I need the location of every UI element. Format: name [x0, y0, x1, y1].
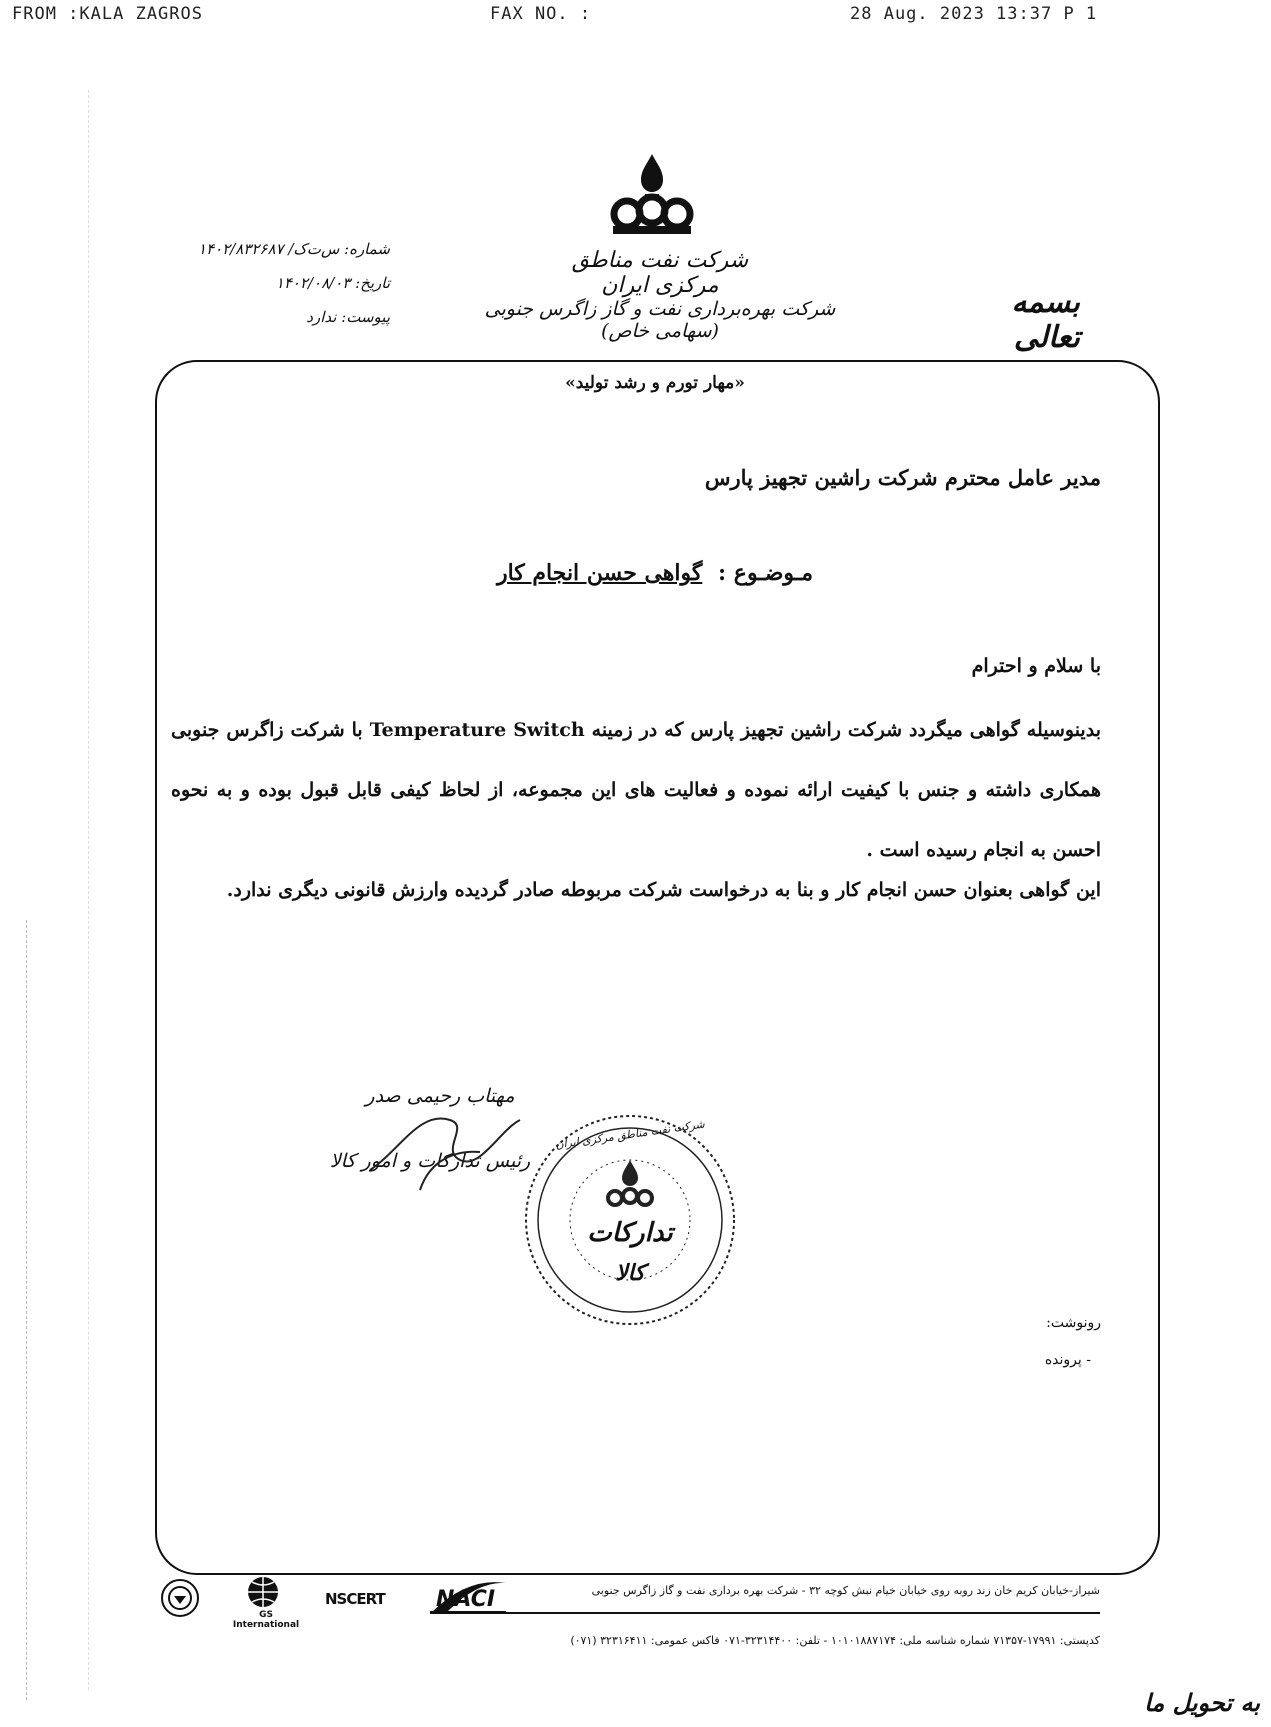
letter-attachment: پیوست: ندارد — [306, 308, 390, 326]
footer-address: شیراز-خیابان کریم خان زند روبه روی خیابان خیام نبش کوچه ۳۲ - شرکت بهره برداری نفت و گاز زاگرس جنوبی — [591, 1584, 1100, 1597]
nioc-logo-icon — [607, 150, 697, 240]
subject-label: مـوضـوع : — [718, 560, 814, 586]
letter-number: شماره: س‌ت‌ک/ ۱۴۰۲/۸۳۲۶۸۷ — [197, 240, 390, 258]
gs-logo-text: GS International — [232, 1610, 300, 1630]
signature-icon — [360, 1090, 530, 1200]
fax-number: FAX NO. : — [490, 4, 592, 24]
letter-frame — [155, 360, 1160, 1575]
footer-contact: کدپستی: ۱۷۹۹۱-۷۱۳۵۷ شماره شناسه ملی: ۱۰۱۰۱۸۸۷۱۷۴ - تلفن: ۳۲۳۱۴۴۰۰-۰۷۱ فاکس عمومی: ۳۲۳۱۶۴۱۱ (۰۷۱) — [570, 1634, 1100, 1647]
nscert-logo: NSCERT — [325, 1590, 385, 1608]
signer-name: مهتاب رحیمی صدر — [365, 1085, 515, 1107]
scan-artifact-line — [26, 920, 28, 1700]
signer-title: رئیس تدارکات و امور کالا — [329, 1150, 531, 1172]
subject-line — [470, 560, 840, 586]
subject-text: گواهی حسن انجام کار — [496, 560, 703, 586]
body-paragraph-2: این گواهی بعنوان حسن انجام کار و بنا به درخواست شرکت مربوطه صادر گردیده وارزش قانونی دیگری ندارد. — [226, 879, 1101, 901]
fax-datetime: 28 Aug. 2023 13:37 P 1 — [850, 4, 1098, 24]
letter-date: تاریخ: ۱۴۰۲/۰۸/۰۳ — [275, 274, 390, 292]
scan-artifact-line — [88, 90, 90, 1690]
company-name: شرکت بهره‌برداری نفت و گاز زاگرس جنوبی (سهامی خاص) — [484, 298, 836, 342]
naci-logo — [428, 1577, 508, 1617]
handwritten-note: به تحویل ما — [1144, 1688, 1260, 1717]
stamp-center-text: تدارکات — [587, 1218, 673, 1248]
fax-from: FROM :KALA ZAGROS — [12, 4, 203, 24]
slogan: «مهار تورم و رشد تولید» — [565, 373, 745, 393]
cc-item: - پرونده — [1044, 1352, 1091, 1368]
stamp-ring-text: شرکت نفت مناطق مرکزی ایران — [554, 1117, 706, 1152]
greeting: با سلام و احترام — [971, 655, 1101, 677]
official-stamp — [520, 1110, 740, 1330]
company-parent-name: شرکت نفت مناطق مرکزی ایران — [571, 248, 749, 298]
body-paragraph-1: بدینوسیله گواهی میگردد شرکت راشین تجهیز پارس که در زمینه Temperature Switch با شرکت زاگرس جنوبی همکاری داشته و جنس با کیفیت ارائه نموده و فعالیت های این مجموعه، از لحاظ کیفی قابل قبول بوده و به نحوه احسن به انجام رسیده است . — [171, 719, 1101, 861]
naci-logo-text: NACI — [436, 1587, 496, 1612]
footer-divider — [500, 1612, 1100, 1614]
stamp-bottom-text: کالا — [615, 1260, 645, 1286]
seal-logo-icon — [160, 1578, 200, 1618]
recipient: مدیر عامل محترم شرکت راشین تجهیز پارس — [704, 465, 1101, 490]
cc-label: رونوشت: — [1046, 1315, 1101, 1331]
bismillah-heading: بسمه تعالی — [1011, 285, 1080, 355]
